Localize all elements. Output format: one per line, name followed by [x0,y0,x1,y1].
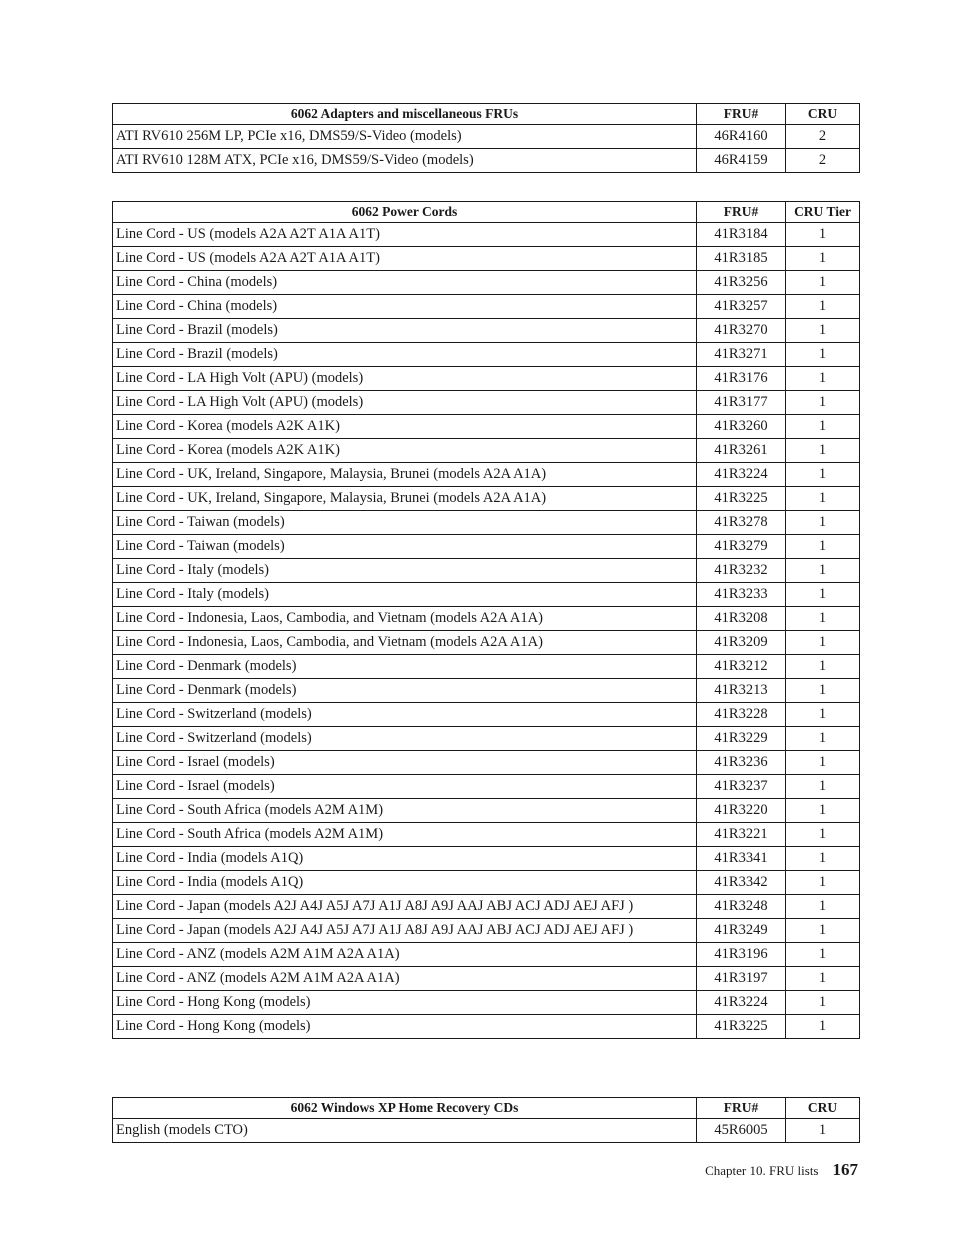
cell-description: Line Cord - India (models A1Q) [113,847,697,871]
cell-cru: 1 [786,391,860,415]
table-row [113,511,860,535]
cell-cru: 1 [786,463,860,487]
cell-description: Line Cord - Brazil (models) [113,343,697,367]
cell-fru-number: 41R3228 [697,703,786,727]
cell-cru: 1 [786,871,860,895]
table-row [113,871,860,895]
cell-fru-number: 41R3270 [697,319,786,343]
cell-description: Line Cord - Israel (models) [113,751,697,775]
cell-fru-number: 41R3177 [697,391,786,415]
table-row [113,703,860,727]
cell-fru-number: 41R3229 [697,727,786,751]
table-header-row [113,202,860,223]
cell-cru: 1 [786,415,860,439]
cell-cru: 1 [786,559,860,583]
cell-fru-number: 41R3260 [697,415,786,439]
table-row [113,223,860,247]
cell-cru: 1 [786,967,860,991]
cell-fru-number: 41R3261 [697,439,786,463]
cell-fru-number: 41R3225 [697,1015,786,1039]
cell-fru-number: 41R3341 [697,847,786,871]
cell-description: Line Cord - South Africa (models A2M A1M) [113,799,697,823]
table-row [113,295,860,319]
cell-fru-number: 41R3236 [697,751,786,775]
power-cords-fru-table [112,201,860,1039]
cell-cru: 1 [786,655,860,679]
adapters-fru-table [112,103,860,173]
cell-description: Line Cord - Hong Kong (models) [113,1015,697,1039]
cell-cru: 1 [786,319,860,343]
table-row [113,271,860,295]
table-header-row [113,104,860,125]
cell-cru: 1 [786,1015,860,1039]
table-row [113,991,860,1015]
table-row [113,247,860,271]
table-row [113,655,860,679]
cell-cru: 1 [786,919,860,943]
table-row [113,535,860,559]
table-row [113,847,860,871]
cell-cru: 2 [786,125,860,149]
cell-cru: 1 [786,799,860,823]
table-row [113,559,860,583]
cell-fru-number: 41R3197 [697,967,786,991]
cell-description: ATI RV610 128M ATX, PCIe x16, DMS59/S-Video (models) [113,149,697,173]
cell-fru-number: 41R3342 [697,871,786,895]
cell-description: Line Cord - Italy (models) [113,559,697,583]
header-description: 6062 Adapters and miscellaneous FRUs [113,104,697,125]
header-cru: CRU [786,1098,860,1119]
cell-fru-number: 41R3224 [697,991,786,1015]
header-description: 6062 Windows XP Home Recovery CDs [113,1098,697,1119]
table-row [113,1015,860,1039]
cell-fru-number: 41R3176 [697,367,786,391]
cell-fru-number: 46R4159 [697,149,786,173]
cell-fru-number: 41R3185 [697,247,786,271]
cell-fru-number: 41R3184 [697,223,786,247]
chapter-label: Chapter 10. FRU lists [705,1163,819,1178]
cell-description: Line Cord - ANZ (models A2M A1M A2A A1A) [113,967,697,991]
cell-description: English (models CTO) [113,1119,697,1143]
table-row [113,775,860,799]
cell-fru-number: 41R3196 [697,943,786,967]
cell-fru-number: 41R3237 [697,775,786,799]
cell-cru: 1 [786,703,860,727]
cell-fru-number: 41R3248 [697,895,786,919]
cell-cru: 1 [786,631,860,655]
cell-fru-number: 45R6005 [697,1119,786,1143]
cell-cru: 1 [786,535,860,559]
cell-description: Line Cord - Taiwan (models) [113,535,697,559]
cell-cru: 1 [786,679,860,703]
cell-description: Line Cord - LA High Volt (APU) (models) [113,367,697,391]
cell-cru: 1 [786,895,860,919]
table-row [113,149,860,173]
table-row [113,751,860,775]
cell-description: Line Cord - Switzerland (models) [113,703,697,727]
cell-description: Line Cord - Indonesia, Laos, Cambodia, and Vietnam (models A2A A1A) [113,607,697,631]
cell-description: Line Cord - India (models A1Q) [113,871,697,895]
cell-description: Line Cord - Denmark (models) [113,655,697,679]
table-row [113,967,860,991]
table-row [113,799,860,823]
cell-fru-number: 41R3271 [697,343,786,367]
cell-description: Line Cord - China (models) [113,271,697,295]
cell-fru-number: 41R3209 [697,631,786,655]
table-row [113,919,860,943]
cell-cru: 1 [786,271,860,295]
cell-description: Line Cord - UK, Ireland, Singapore, Malaysia, Brunei (models A2A A1A) [113,463,697,487]
header-cru: CRU [786,104,860,125]
cell-description: Line Cord - Taiwan (models) [113,511,697,535]
cell-description: Line Cord - Switzerland (models) [113,727,697,751]
cell-fru-number: 41R3221 [697,823,786,847]
cell-cru: 1 [786,1119,860,1143]
cell-description: Line Cord - Israel (models) [113,775,697,799]
cell-description: Line Cord - LA High Volt (APU) (models) [113,391,697,415]
cell-fru-number: 41R3257 [697,295,786,319]
cell-fru-number: 41R3232 [697,559,786,583]
cell-description: Line Cord - Korea (models A2K A1K) [113,439,697,463]
cell-fru-number: 41R3212 [697,655,786,679]
cell-fru-number: 46R4160 [697,125,786,149]
cell-fru-number: 41R3213 [697,679,786,703]
cell-cru: 1 [786,847,860,871]
cell-cru: 2 [786,149,860,173]
cell-cru: 1 [786,247,860,271]
page-footer [705,1160,858,1180]
table-row [113,367,860,391]
table-row [113,415,860,439]
table-row [113,727,860,751]
table-row [113,1119,860,1143]
cell-cru: 1 [786,487,860,511]
table-row [113,463,860,487]
cell-description: Line Cord - Italy (models) [113,583,697,607]
cell-description: Line Cord - US (models A2A A2T A1A A1T) [113,247,697,271]
cell-cru: 1 [786,295,860,319]
table-row [113,631,860,655]
cell-description: Line Cord - South Africa (models A2M A1M) [113,823,697,847]
recovery-cds-fru-table [112,1097,860,1143]
cell-cru: 1 [786,343,860,367]
cell-description: Line Cord - Indonesia, Laos, Cambodia, and Vietnam (models A2A A1A) [113,631,697,655]
header-fru-number: FRU# [697,1098,786,1119]
cell-fru-number: 41R3208 [697,607,786,631]
cell-fru-number: 41R3225 [697,487,786,511]
cell-fru-number: 41R3249 [697,919,786,943]
cell-cru: 1 [786,775,860,799]
page-number: 167 [832,1160,858,1179]
cell-cru: 1 [786,943,860,967]
table-row [113,943,860,967]
cell-cru: 1 [786,727,860,751]
cell-cru: 1 [786,511,860,535]
header-cru: CRU Tier [786,202,860,223]
table-row [113,125,860,149]
table-row [113,823,860,847]
cell-description: Line Cord - Japan (models A2J A4J A5J A7J A1J A8J A9J AAJ ABJ ACJ ADJ AEJ AFJ ) [113,919,697,943]
table-header-row [113,1098,860,1119]
table-row [113,319,860,343]
cell-description: Line Cord - US (models A2A A2T A1A A1T) [113,223,697,247]
header-fru-number: FRU# [697,202,786,223]
cell-cru: 1 [786,439,860,463]
cell-fru-number: 41R3220 [697,799,786,823]
table-row [113,343,860,367]
cell-description: Line Cord - Brazil (models) [113,319,697,343]
table-row [113,679,860,703]
cell-cru: 1 [786,991,860,1015]
table-row [113,583,860,607]
cell-description: Line Cord - Korea (models A2K A1K) [113,415,697,439]
header-description: 6062 Power Cords [113,202,697,223]
cell-fru-number: 41R3278 [697,511,786,535]
table-row [113,895,860,919]
table-row [113,391,860,415]
table-row [113,439,860,463]
cell-description: Line Cord - UK, Ireland, Singapore, Malaysia, Brunei (models A2A A1A) [113,487,697,511]
cell-cru: 1 [786,223,860,247]
cell-cru: 1 [786,367,860,391]
cell-description: Line Cord - China (models) [113,295,697,319]
cell-description: Line Cord - ANZ (models A2M A1M A2A A1A) [113,943,697,967]
cell-description: Line Cord - Japan (models A2J A4J A5J A7J A1J A8J A9J AAJ ABJ ACJ ADJ AEJ AFJ ) [113,895,697,919]
cell-cru: 1 [786,823,860,847]
cell-description: Line Cord - Hong Kong (models) [113,991,697,1015]
cell-fru-number: 41R3279 [697,535,786,559]
cell-description: ATI RV610 256M LP, PCIe x16, DMS59/S-Video (models) [113,125,697,149]
cell-cru: 1 [786,607,860,631]
header-fru-number: FRU# [697,104,786,125]
cell-fru-number: 41R3233 [697,583,786,607]
table-row [113,487,860,511]
cell-cru: 1 [786,751,860,775]
cell-fru-number: 41R3224 [697,463,786,487]
table-row [113,607,860,631]
cell-cru: 1 [786,583,860,607]
cell-description: Line Cord - Denmark (models) [113,679,697,703]
cell-fru-number: 41R3256 [697,271,786,295]
